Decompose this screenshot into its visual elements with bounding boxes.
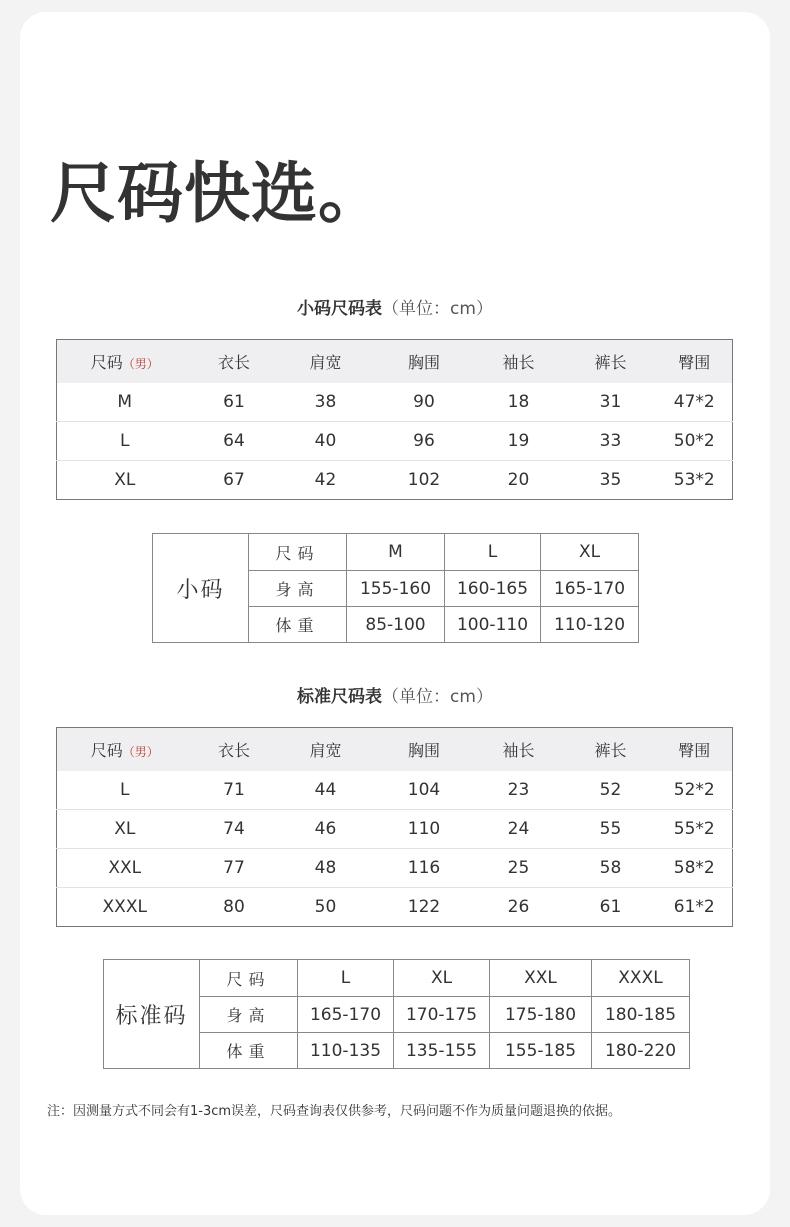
standard-chart-unit: （单位：cm） [382,687,493,707]
measurement-cell: 90 [376,383,473,422]
fit-range-cell: 180-220 [592,1033,690,1069]
size-column-header [57,340,193,383]
size-cell: XL [114,470,136,490]
measurement-cell: 42 [314,470,337,490]
column-header: 袖长 [473,340,565,383]
fit-range-cell: 155-160 [347,571,445,607]
measurement-cell: 110 [376,810,473,849]
gender-label: （男） [122,744,159,759]
size-cell: L [57,422,193,461]
small-size-table [56,339,733,500]
measurement-cell: 55 [565,810,657,849]
measurement-cell: 18 [473,383,565,422]
fit-row-label: 尺码 [249,534,347,571]
measurement-cell: 96 [376,422,473,461]
measurement-cell: 20 [507,470,530,490]
fit-row-label: 体重 [249,607,347,643]
fit-range-cell: 110-120 [541,607,639,643]
fit-size-cell: XXL [490,960,592,997]
page-title: 尺码快选。 [50,155,385,232]
table-row [57,422,733,461]
measurement-cell: 40 [276,422,376,461]
measurement-cell: 116 [376,849,473,888]
column-header: 裤长 [565,728,657,771]
fit-row [104,960,690,997]
fit-range-cell: 180-185 [592,997,690,1033]
measurement-cell: 122 [407,897,441,917]
fit-row-label: 身高 [249,571,347,607]
measurement-cell: 35 [599,470,622,490]
size-column-header [57,728,193,771]
table-header-row [57,728,733,771]
fit-range-cell: 100-110 [445,607,541,643]
small-chart-unit: （单位：cm） [382,299,493,319]
fit-range-cell: 165-170 [541,571,639,607]
measurement-cell: 26 [507,897,530,917]
size-cell: L [57,771,193,810]
table-row [57,849,733,888]
fit-group-label: 标准码 [104,960,200,1069]
column-header: 胸围 [376,728,473,771]
fit-range-cell: 85-100 [347,607,445,643]
measurement-cell: 44 [276,771,376,810]
measurement-cell: 102 [407,470,441,490]
measurement-cell: 77 [193,849,276,888]
fit-row-label: 体重 [200,1033,298,1069]
measurement-cell: 25 [473,849,565,888]
small-fit-table [152,533,639,643]
fit-row-label: 身高 [200,997,298,1033]
measurement-cell: 52 [565,771,657,810]
table-row [57,810,733,849]
gender-label: （男） [122,356,159,371]
size-header-label: 尺码 [90,352,123,372]
measurement-cell: 61 [193,383,276,422]
fit-size-cell: M [347,534,445,571]
measurement-cell: 104 [376,771,473,810]
fit-size-cell: L [445,534,541,571]
measurement-cell: 58 [565,849,657,888]
size-cell: XL [57,810,193,849]
measurement-cell: 23 [473,771,565,810]
size-header-label: 尺码 [90,740,123,760]
measurement-cell: 31 [565,383,657,422]
fit-range-cell: 175-180 [490,997,592,1033]
fit-range-cell: 135-155 [394,1033,490,1069]
standard-size-table [56,727,733,927]
table-row [57,461,733,500]
column-header: 衣长 [193,728,276,771]
table-row [57,771,733,810]
fit-range-cell: 155-185 [490,1033,592,1069]
table-header-row [57,340,733,383]
size-cell: XXXL [102,897,147,917]
measurement-cell: 80 [223,897,245,917]
measurement-cell: 61 [599,897,622,917]
column-header: 裤长 [565,340,657,383]
fit-range-cell: 170-175 [394,997,490,1033]
table-row [57,383,733,422]
column-header: 衣长 [193,340,276,383]
standard-chart-title: 标准尺码表 [297,687,383,707]
fit-row [153,534,639,571]
column-header: 袖长 [473,728,565,771]
fit-size-cell: XXXL [592,960,690,997]
column-header: 胸围 [376,340,473,383]
measurement-cell: 71 [193,771,276,810]
measurement-cell: 50 [314,897,337,917]
fit-size-cell: XL [394,960,490,997]
measurement-cell: 58*2 [657,849,733,888]
column-header: 臀围 [657,340,733,383]
measurement-cell: 47*2 [657,383,733,422]
measurement-cell: 55*2 [657,810,733,849]
fit-group-label: 小码 [153,534,249,643]
measurement-cell: 61*2 [673,897,715,917]
measurement-cell: 19 [473,422,565,461]
measurement-cell: 67 [223,470,245,490]
size-cell: M [57,383,193,422]
column-header: 肩宽 [276,728,376,771]
small-chart-title: 小码尺码表 [297,299,383,319]
measurement-cell: 50*2 [657,422,733,461]
measurement-cell: 74 [193,810,276,849]
small-chart-caption [0,294,790,319]
measurement-cell: 48 [276,849,376,888]
fit-row-label: 尺码 [200,960,298,997]
measurement-cell: 46 [276,810,376,849]
disclaimer-note: 注：因测量方式不同会有1-3cm误差，尺码查询表仅供参考，尺码问题不作为质量问题退换的依据。 [47,1104,622,1119]
measurement-cell: 52*2 [657,771,733,810]
fit-size-cell: XL [541,534,639,571]
measurement-cell: 38 [276,383,376,422]
measurement-cell: 33 [565,422,657,461]
measurement-cell: 24 [473,810,565,849]
column-header: 肩宽 [276,340,376,383]
measurement-cell: 64 [193,422,276,461]
fit-range-cell: 110-135 [298,1033,394,1069]
table-row [57,888,733,927]
standard-fit-table [103,959,690,1069]
fit-size-cell: L [298,960,394,997]
fit-range-cell: 160-165 [445,571,541,607]
column-header: 臀围 [657,728,733,771]
standard-chart-caption [0,682,790,707]
measurement-cell: 53*2 [673,470,715,490]
fit-range-cell: 165-170 [298,997,394,1033]
size-cell: XXL [57,849,193,888]
